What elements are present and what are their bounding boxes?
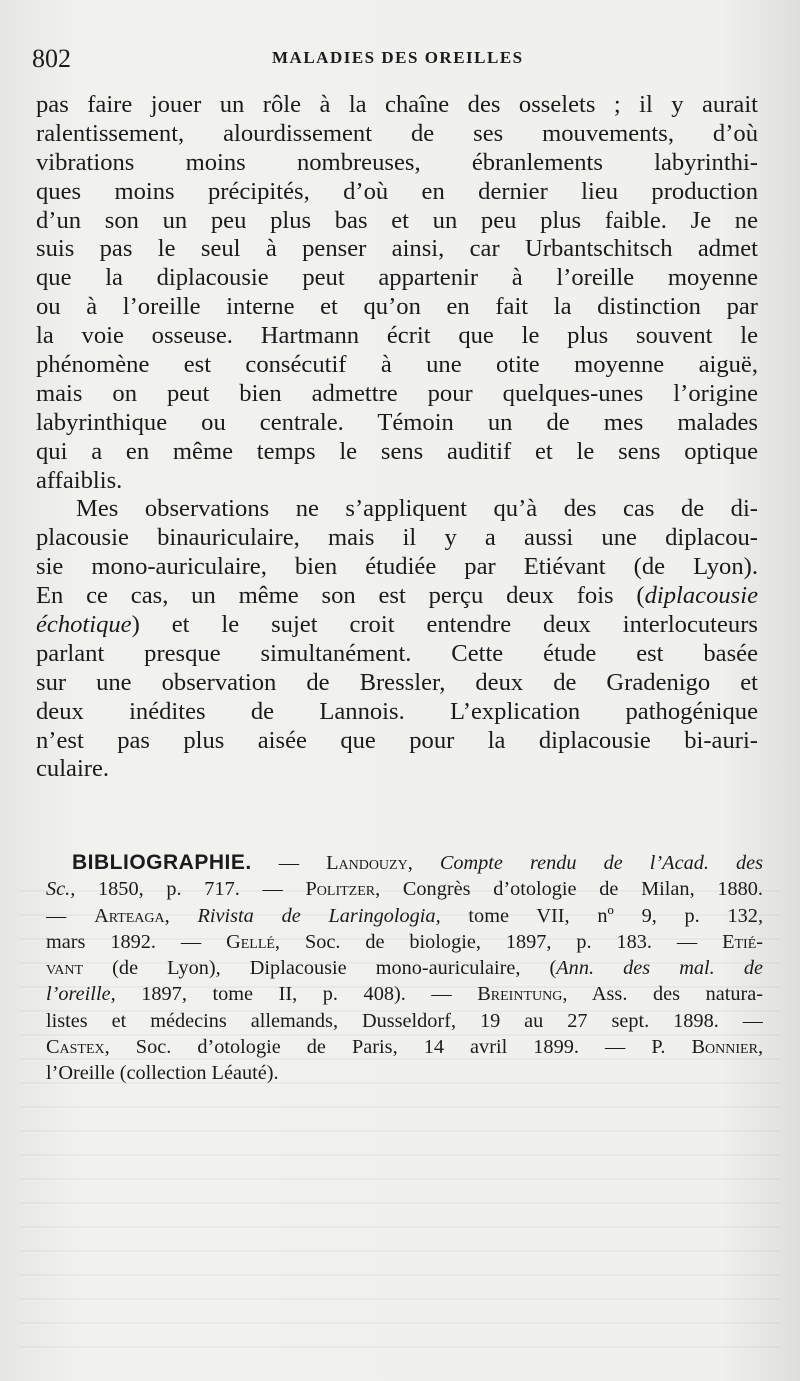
author: Landouzy, xyxy=(326,852,413,874)
page-number: 802 xyxy=(32,44,71,73)
text-line: deux inédites de Lannois. L’explication pathogénique xyxy=(36,697,758,725)
text-line: pas faire jouer un rôle à la chaîne des osselets ; il y aurait xyxy=(36,91,758,118)
text-line: affaiblis. xyxy=(36,466,123,494)
author: Politzer, xyxy=(305,878,381,901)
bibliography-line xyxy=(46,903,763,929)
bibliography-heading: BIBLIOGRAPHIE. xyxy=(72,851,252,874)
text-line: n’est pas plus aisée que pour la diplacousie bi-auri- xyxy=(36,726,758,754)
text-line: qui a en même temps le sens auditif et le sens optique xyxy=(36,437,758,465)
work-title: l’oreille, xyxy=(46,983,116,1006)
text-line: phénomène est consécutif à une otite moyenne aiguë, xyxy=(36,351,758,379)
bibliography-line xyxy=(46,876,763,902)
work-title: Ann. des mal. de xyxy=(556,957,763,980)
text-segment: En ce cas, un même son est perçu deux fois ( xyxy=(36,582,645,610)
author: Arteaga, xyxy=(94,904,170,927)
text-segment: ) et le sujet croit entendre deux interlocuteurs xyxy=(131,611,758,639)
bibliography-line xyxy=(46,955,763,981)
text-line: suis pas le seul à penser ainsi, car Urbantschitsch admet xyxy=(36,235,758,263)
text-line: sie mono-auriculaire, bien étudiée par Etiévant (de Lyon). xyxy=(36,553,758,581)
text-line: placousie binauriculaire, mais il y a aussi une diplacou- xyxy=(36,524,758,552)
text-line: ou à l’oreille interne et qu’on en fait la distinction par xyxy=(36,293,758,321)
bibliography xyxy=(46,850,763,1087)
citation-text: 1850, p. 717. — xyxy=(98,878,283,901)
text-line: vibrations moins nombreuses, ébranlements labyrinthi- xyxy=(36,148,758,176)
bibliography-line: listes et médecins allemands, Dusseldorf, 19 au 27 sept. 1898. — xyxy=(46,1009,763,1032)
main-text xyxy=(36,91,758,784)
dash: — xyxy=(46,904,67,927)
citation-text: tome VII, nº 9, p. 132, xyxy=(468,904,763,927)
dash: — xyxy=(278,852,300,874)
author: vant xyxy=(46,957,84,980)
text-line: Mes observations ne s’appliquent qu’à des cas de di- xyxy=(76,495,758,523)
citation-text: mars 1892. — xyxy=(46,930,202,953)
work-title: Sc., xyxy=(46,878,76,901)
text-line: labyrinthique ou centrale. Témoin un de mes malades xyxy=(36,408,758,436)
author: Etié- xyxy=(722,930,763,953)
italic-term: échotique xyxy=(36,611,132,639)
author: Gellé, xyxy=(226,930,281,953)
text-line: culaire. xyxy=(36,755,110,783)
bibliography-line: l’Oreille (collection Léauté). xyxy=(46,1062,279,1085)
citation-text: Soc. d’otologie de Paris, 14 avril 1899. — P. xyxy=(135,1036,666,1059)
text-line xyxy=(36,582,758,611)
bibliography-line xyxy=(46,850,763,876)
italic-term: diplacousie xyxy=(644,582,758,610)
text-line: parlant presque simultanément. Cette étude est basée xyxy=(36,639,758,667)
work-title: Compte rendu de l’Acad. des xyxy=(439,852,763,874)
page-header xyxy=(32,38,762,74)
author: Breintung, xyxy=(477,983,568,1006)
text-line: sur une observation de Bressler, deux de Gradenigo et xyxy=(36,668,758,696)
citation-text: Soc. de biologie, 1897, p. 183. — xyxy=(304,930,698,953)
text-line xyxy=(36,611,758,640)
author: Bonnier, xyxy=(691,1036,763,1059)
bibliography-line xyxy=(46,981,763,1007)
work-title: Rivista de Laringologia, xyxy=(197,904,441,927)
citation-text: Congrès d’otologie de Milan, 1880. xyxy=(402,878,763,901)
running-head: MALADIES DES OREILLES xyxy=(272,48,524,67)
citation-text: 1897, tome II, p. 408). — xyxy=(141,983,452,1006)
text-line: ralentissement, alourdissement de ses mouvements, d’où xyxy=(36,119,758,147)
text-line: que la diplacousie peut appartenir à l’oreille moyenne xyxy=(36,264,758,292)
author: Castex, xyxy=(46,1036,110,1059)
bibliography-line xyxy=(46,1034,763,1060)
text-line: d’un son un peu plus bas et un peu plus faible. Je ne xyxy=(36,206,758,234)
bibliography-line xyxy=(46,929,763,955)
citation-text: (de Lyon), Diplacousie mono-auriculaire, ( xyxy=(112,957,557,980)
text-line: ques moins précipités, d’où en dernier lieu production xyxy=(36,177,758,205)
text-line: mais on peut bien admettre pour quelques-unes l’origine xyxy=(36,379,758,407)
text-line: la voie osseuse. Hartmann écrit que le plus souvent le xyxy=(36,322,758,350)
citation-text: Ass. des natura- xyxy=(591,983,763,1006)
